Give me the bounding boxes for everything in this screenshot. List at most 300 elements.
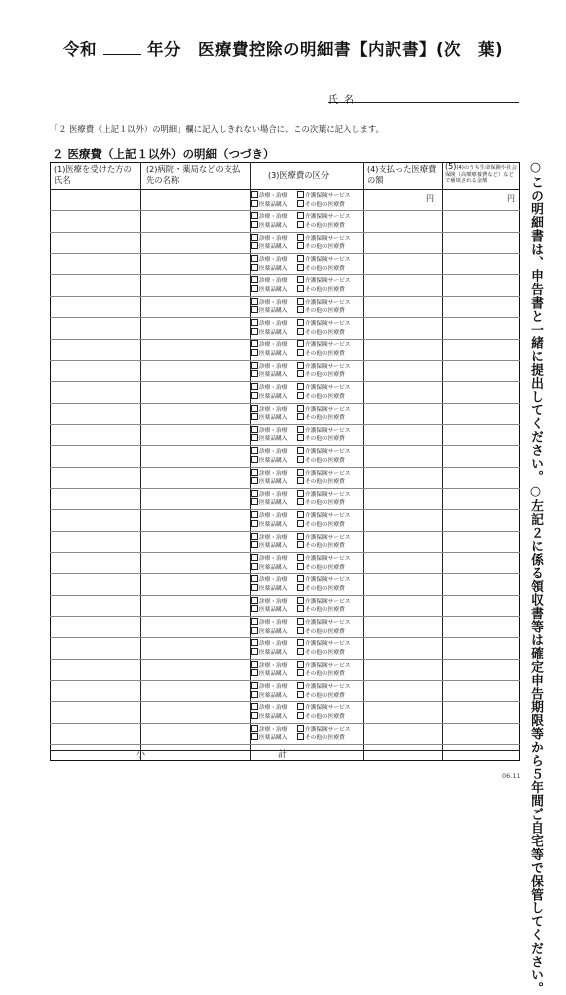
checkbox[interactable]	[251, 563, 258, 570]
category-option[interactable]	[251, 586, 287, 592]
row-divider	[50, 488, 520, 489]
row-divider	[50, 531, 520, 532]
category-option[interactable]	[297, 200, 345, 210]
category-option[interactable]	[297, 392, 345, 402]
category-option[interactable]	[297, 370, 345, 380]
row-divider	[50, 232, 520, 233]
checkbox[interactable]	[251, 648, 258, 655]
checkbox[interactable]	[251, 234, 258, 241]
checkbox[interactable]	[297, 405, 304, 412]
title-era: 令和	[62, 40, 97, 59]
category-option-label: 医薬品購入	[259, 735, 288, 742]
category-option[interactable]	[251, 372, 287, 378]
checkbox[interactable]	[297, 605, 304, 612]
category-option[interactable]	[251, 684, 287, 690]
category-option[interactable]	[251, 522, 287, 528]
category-option[interactable]	[251, 479, 287, 485]
category-option-label: 介護保険サービス	[305, 257, 351, 264]
category-option[interactable]	[251, 705, 287, 711]
checkbox[interactable]	[297, 306, 304, 313]
category-option[interactable]	[251, 214, 287, 220]
checkbox[interactable]	[251, 255, 258, 262]
category-option-label: 介護保険サービス	[305, 427, 351, 434]
category-option[interactable]	[297, 221, 345, 231]
category-option-label: 介護保険サービス	[305, 598, 351, 605]
checkbox[interactable]	[297, 413, 304, 420]
category-option[interactable]	[251, 342, 287, 348]
category-option[interactable]	[251, 236, 287, 242]
category-option[interactable]	[251, 308, 287, 314]
checkbox[interactable]	[297, 328, 304, 335]
checkbox[interactable]	[297, 212, 304, 219]
category-option[interactable]	[251, 351, 287, 357]
category-option-label: 医薬品購入	[259, 201, 288, 208]
category-option[interactable]	[251, 278, 287, 284]
category-option-label: その他の医療費	[305, 457, 345, 464]
category-option[interactable]	[297, 306, 345, 316]
column-divider	[363, 162, 364, 761]
column-divider	[140, 162, 141, 761]
checkbox[interactable]	[251, 212, 258, 219]
checkbox[interactable]	[297, 597, 304, 604]
category-option[interactable]	[251, 458, 287, 464]
category-option-label: 介護保険サービス	[305, 641, 351, 648]
category-option-label: その他の医療費	[305, 671, 345, 678]
category-option[interactable]	[297, 328, 345, 338]
category-option-label: その他の医療費	[305, 372, 345, 379]
checkbox[interactable]	[297, 255, 304, 262]
checkbox[interactable]	[251, 691, 258, 698]
category-checkboxes	[251, 426, 361, 443]
checkbox[interactable]	[297, 541, 304, 548]
checkbox[interactable]	[251, 477, 258, 484]
checkbox[interactable]	[251, 511, 258, 518]
category-option-label: その他の医療費	[305, 649, 345, 656]
row-divider	[50, 296, 520, 297]
checkbox[interactable]	[251, 533, 258, 540]
category-option[interactable]	[251, 599, 287, 605]
checkbox[interactable]	[251, 447, 258, 454]
row-divider	[50, 616, 520, 617]
category-option[interactable]	[251, 663, 287, 669]
category-checkboxes	[251, 234, 361, 251]
category-checkboxes	[251, 533, 361, 550]
checkbox[interactable]	[251, 264, 258, 271]
category-option[interactable]	[297, 477, 345, 487]
checkbox[interactable]	[297, 682, 304, 689]
category-option[interactable]	[297, 712, 345, 722]
checkbox[interactable]	[251, 362, 258, 369]
category-option[interactable]	[251, 565, 287, 571]
category-option-label: 診療・治療	[259, 641, 288, 648]
category-option[interactable]	[251, 513, 287, 519]
category-option-label: その他の医療費	[305, 265, 345, 272]
checkbox[interactable]	[251, 627, 258, 634]
row-divider	[50, 360, 520, 361]
checkbox[interactable]	[297, 511, 304, 518]
checkbox[interactable]	[297, 661, 304, 668]
category-option[interactable]	[297, 242, 345, 252]
category-option-label: 医薬品購入	[259, 500, 288, 507]
checkbox[interactable]	[297, 533, 304, 540]
checkbox[interactable]	[297, 264, 304, 271]
row-divider	[50, 381, 520, 382]
checkbox[interactable]	[297, 370, 304, 377]
category-checkboxes	[251, 469, 361, 486]
checkbox[interactable]	[251, 661, 258, 668]
checkbox[interactable]	[297, 392, 304, 399]
category-option-label: 診療・治療	[259, 705, 288, 712]
category-option[interactable]	[297, 584, 345, 594]
checkbox[interactable]	[251, 575, 258, 582]
checkbox[interactable]	[251, 319, 258, 326]
category-option-label: 介護保険サービス	[305, 470, 351, 477]
category-option-label: 診療・治療	[259, 385, 288, 392]
side-instructions: ○この明細書は、申告書と一緒に提出してください。○左記２に係る領収書等は確定申告期限等から５年間ご自宅等で保管してください。	[528, 160, 543, 995]
category-option[interactable]	[297, 264, 345, 274]
category-option[interactable]	[251, 500, 287, 506]
checkbox[interactable]	[251, 221, 258, 228]
checkbox[interactable]	[251, 328, 258, 335]
category-option[interactable]	[297, 605, 345, 615]
category-option-label: 介護保険サービス	[305, 705, 351, 712]
row-divider	[50, 210, 520, 211]
category-option-label: 診療・治療	[259, 257, 288, 264]
category-option[interactable]	[297, 434, 345, 444]
category-option[interactable]	[251, 394, 287, 400]
category-option-label: 医薬品購入	[259, 436, 288, 443]
row-divider	[50, 317, 520, 318]
category-option-label: 診療・治療	[259, 321, 288, 328]
checkbox[interactable]	[297, 725, 304, 732]
checkbox[interactable]	[297, 285, 304, 292]
checkbox[interactable]	[251, 200, 258, 207]
category-checkboxes	[251, 618, 361, 635]
category-option[interactable]	[297, 520, 345, 530]
checkbox[interactable]	[297, 669, 304, 676]
category-option-label: 介護保険サービス	[305, 491, 351, 498]
column-header-amount: (4)支払った医療費の額	[367, 164, 437, 185]
category-option[interactable]	[251, 223, 287, 229]
row-divider	[50, 552, 520, 553]
checkbox[interactable]	[251, 405, 258, 412]
category-checkboxes	[251, 191, 361, 208]
category-option[interactable]	[251, 266, 287, 272]
category-option-label: 医薬品購入	[259, 372, 288, 379]
checkbox[interactable]	[297, 200, 304, 207]
category-checkboxes	[251, 682, 361, 699]
category-option-label: 介護保険サービス	[305, 321, 351, 328]
row-divider	[50, 274, 520, 275]
category-option[interactable]	[251, 714, 287, 720]
column-divider	[442, 162, 443, 761]
category-option[interactable]	[251, 535, 287, 541]
category-checkboxes	[251, 554, 361, 571]
checkbox[interactable]	[251, 456, 258, 463]
row-divider	[50, 701, 520, 702]
checkbox[interactable]	[297, 575, 304, 582]
checkbox[interactable]	[297, 426, 304, 433]
checkbox[interactable]	[251, 298, 258, 305]
category-option[interactable]	[297, 456, 345, 466]
category-option-label: 医薬品購入	[259, 521, 288, 528]
category-option[interactable]	[251, 671, 287, 677]
checkbox[interactable]	[297, 191, 304, 198]
column-header-payee: (2)病院・薬局などの支払先の名称	[146, 164, 241, 185]
checkbox[interactable]	[297, 490, 304, 497]
category-option[interactable]	[251, 244, 287, 250]
row-divider	[50, 723, 520, 724]
checkbox[interactable]	[251, 370, 258, 377]
category-option-label: 介護保険サービス	[305, 555, 351, 562]
category-option-label: 診療・治療	[259, 363, 288, 370]
category-option-label: 医薬品購入	[259, 564, 288, 571]
category-option[interactable]	[251, 257, 287, 263]
checkbox[interactable]	[251, 669, 258, 676]
checkbox[interactable]	[297, 469, 304, 476]
category-option-label: 診療・治療	[259, 684, 288, 691]
medical-expense-table	[50, 162, 520, 761]
category-checkboxes	[251, 575, 361, 592]
category-option-label: 診療・治療	[259, 555, 288, 562]
checkbox[interactable]	[297, 276, 304, 283]
checkbox[interactable]	[297, 520, 304, 527]
checkbox[interactable]	[297, 584, 304, 591]
checkbox[interactable]	[297, 340, 304, 347]
category-option-label: 診療・治療	[259, 427, 288, 434]
category-option-label: その他の医療費	[305, 564, 345, 571]
category-option-label: 医薬品購入	[259, 286, 288, 293]
subtotal-label-2: 計	[278, 750, 288, 760]
checkbox[interactable]	[297, 627, 304, 634]
category-option-label: 医薬品購入	[259, 543, 288, 550]
category-option[interactable]	[251, 385, 287, 391]
category-checkboxes	[251, 340, 361, 357]
checkbox[interactable]	[251, 276, 258, 283]
row-divider	[50, 573, 520, 574]
category-option[interactable]	[251, 556, 287, 562]
category-option[interactable]	[297, 733, 345, 743]
checkbox[interactable]	[251, 712, 258, 719]
checkbox[interactable]	[297, 498, 304, 505]
category-option-label: 診療・治療	[259, 406, 288, 413]
row-divider	[50, 403, 520, 404]
checkbox[interactable]	[251, 733, 258, 740]
category-option-label: 診療・治療	[259, 620, 288, 626]
category-option-label: 診療・治療	[259, 598, 288, 605]
category-option-label: 診療・治療	[259, 278, 288, 285]
checkbox[interactable]	[251, 725, 258, 732]
name-label: 氏名	[328, 95, 360, 106]
form-code: 06.11	[502, 772, 521, 780]
category-option-label: 診療・治療	[259, 235, 288, 242]
category-option[interactable]	[251, 492, 287, 498]
checkbox[interactable]	[251, 520, 258, 527]
category-option[interactable]	[251, 364, 287, 370]
checkbox[interactable]	[251, 469, 258, 476]
checkbox[interactable]	[251, 541, 258, 548]
category-option[interactable]	[251, 735, 287, 741]
checkbox[interactable]	[251, 490, 258, 497]
checkbox[interactable]	[251, 498, 258, 505]
category-option[interactable]	[251, 620, 287, 626]
checkbox[interactable]	[251, 285, 258, 292]
category-option[interactable]	[297, 413, 345, 423]
category-checkboxes	[251, 255, 361, 272]
category-option[interactable]	[251, 693, 287, 699]
checkbox[interactable]	[297, 242, 304, 249]
header-divider	[50, 189, 520, 190]
checkbox[interactable]	[297, 234, 304, 241]
category-option-label: 介護保険サービス	[305, 342, 351, 349]
category-option[interactable]	[297, 627, 345, 637]
category-option[interactable]	[297, 349, 345, 359]
row-divider	[50, 680, 520, 681]
checkbox[interactable]	[297, 221, 304, 228]
checkbox[interactable]	[251, 605, 258, 612]
category-option[interactable]	[251, 577, 287, 583]
checkbox[interactable]	[297, 618, 304, 625]
category-option-label: その他の医療費	[305, 500, 345, 507]
category-option[interactable]	[297, 285, 345, 295]
checkbox[interactable]	[251, 242, 258, 249]
checkbox[interactable]	[297, 456, 304, 463]
category-option[interactable]	[297, 648, 345, 658]
category-option[interactable]	[297, 541, 345, 551]
category-option-label: 医薬品購入	[259, 351, 288, 358]
checkbox[interactable]	[251, 426, 258, 433]
category-checkboxes	[251, 661, 361, 678]
category-option[interactable]	[251, 415, 287, 421]
category-option[interactable]	[251, 407, 287, 413]
category-option-label: その他の医療費	[305, 244, 345, 251]
column-header-reimbursed: (5)(4)のうち生命保険や社会保険（高額療養費など）などで補填される金額	[445, 162, 517, 184]
category-option[interactable]	[251, 543, 287, 549]
category-option[interactable]	[251, 471, 287, 477]
category-checkboxes	[251, 212, 361, 229]
category-option[interactable]	[251, 449, 287, 455]
category-option-label: 介護保険サービス	[305, 449, 351, 456]
category-option[interactable]	[251, 287, 287, 293]
section-title: ２ 医療費（上記１以外）の明細（つづき）	[52, 147, 275, 161]
unit-yen-reimbursed: 円	[507, 194, 515, 203]
checkbox[interactable]	[297, 349, 304, 356]
checkbox[interactable]	[251, 682, 258, 689]
checkbox[interactable]	[297, 447, 304, 454]
category-option[interactable]	[251, 727, 287, 733]
checkbox[interactable]	[251, 383, 258, 390]
checkbox[interactable]	[297, 563, 304, 570]
page-title	[0, 36, 566, 60]
category-option[interactable]	[297, 563, 345, 573]
category-option-label: 医薬品購入	[259, 585, 288, 592]
row-divider	[50, 637, 520, 638]
checkbox[interactable]	[297, 383, 304, 390]
category-option-label: 介護保険サービス	[305, 534, 351, 541]
checkbox[interactable]	[251, 597, 258, 604]
column-header-category: (3)医療費の区分	[268, 170, 330, 180]
checkbox[interactable]	[297, 691, 304, 698]
name-field[interactable]	[328, 88, 519, 106]
category-option-label: 診療・治療	[259, 726, 288, 733]
category-option-label: その他の医療費	[305, 713, 345, 720]
category-option-label: その他の医療費	[305, 308, 345, 315]
category-option-label: その他の医療費	[305, 201, 345, 208]
category-option-label: 介護保険サービス	[305, 278, 351, 285]
checkbox[interactable]	[297, 712, 304, 719]
row-divider	[50, 595, 520, 596]
checkbox[interactable]	[297, 434, 304, 441]
category-option[interactable]	[251, 202, 287, 208]
category-option-label: その他の医療費	[305, 585, 345, 592]
category-option[interactable]	[251, 330, 287, 336]
category-option-label: その他の医療費	[305, 436, 345, 443]
checkbox[interactable]	[297, 362, 304, 369]
category-option[interactable]	[297, 691, 345, 701]
checkbox[interactable]	[251, 340, 258, 347]
category-option-label: その他の医療費	[305, 479, 345, 486]
row-divider	[50, 445, 520, 446]
category-checkboxes	[251, 725, 361, 742]
year-blank-field[interactable]	[103, 40, 141, 55]
category-option-label: 医薬品購入	[259, 607, 288, 614]
category-option[interactable]	[297, 669, 345, 679]
category-option-label: その他の医療費	[305, 351, 345, 358]
category-option[interactable]	[251, 193, 287, 199]
category-option-label: 医薬品購入	[259, 692, 288, 699]
category-option[interactable]	[251, 607, 287, 613]
checkbox[interactable]	[251, 584, 258, 591]
category-option[interactable]	[251, 300, 287, 306]
checkbox[interactable]	[251, 618, 258, 625]
category-option[interactable]	[251, 436, 287, 442]
category-option-label: その他の医療費	[305, 543, 345, 550]
category-option[interactable]	[251, 650, 287, 656]
category-option-label: 医薬品購入	[259, 329, 288, 336]
checkbox[interactable]	[297, 554, 304, 561]
checkbox[interactable]	[297, 703, 304, 710]
category-checkboxes	[251, 319, 361, 336]
instruction-note: 「２ 医療費（上記１以外）の明細」欄に記入しきれない場合に、この次葉に記入します。	[50, 124, 384, 134]
category-option-label: 診療・治療	[259, 342, 288, 349]
checkbox[interactable]	[297, 648, 304, 655]
category-option[interactable]	[297, 498, 345, 508]
checkbox[interactable]	[297, 639, 304, 646]
checkbox[interactable]	[251, 191, 258, 198]
category-option-label: その他の医療費	[305, 222, 345, 229]
subtotal-label-1: 小	[136, 750, 146, 760]
checkbox[interactable]	[251, 392, 258, 399]
checkbox[interactable]	[251, 413, 258, 420]
category-option-label: 介護保険サービス	[305, 684, 351, 691]
checkbox[interactable]	[251, 703, 258, 710]
checkbox[interactable]	[251, 639, 258, 646]
category-option-label: その他の医療費	[305, 735, 345, 742]
checkbox[interactable]	[251, 349, 258, 356]
checkbox[interactable]	[297, 477, 304, 484]
checkbox[interactable]	[251, 306, 258, 313]
category-option[interactable]	[251, 641, 287, 647]
checkbox[interactable]	[297, 298, 304, 305]
checkbox[interactable]	[251, 554, 258, 561]
checkbox[interactable]	[251, 434, 258, 441]
category-option[interactable]	[251, 629, 287, 635]
checkbox[interactable]	[297, 733, 304, 740]
category-option[interactable]	[251, 428, 287, 434]
category-option-label: その他の医療費	[305, 521, 345, 528]
checkbox[interactable]	[297, 319, 304, 326]
category-option[interactable]	[251, 321, 287, 327]
